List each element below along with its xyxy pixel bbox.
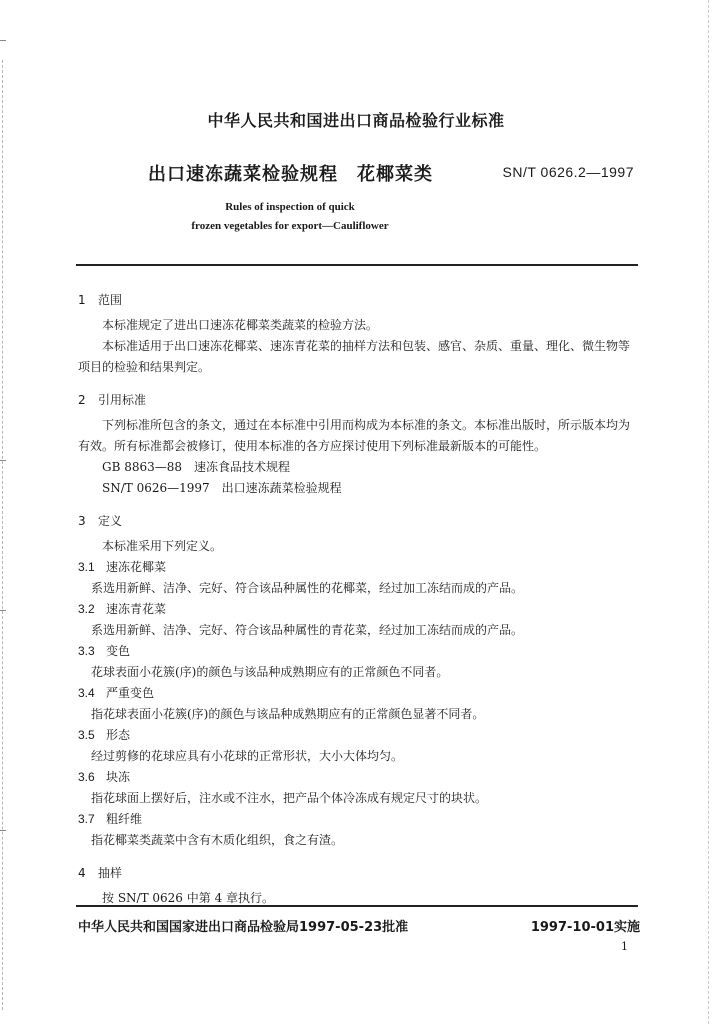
scan-edge-right: [708, 0, 710, 1024]
document-title-en-line1: Rules of inspection of quick: [225, 201, 355, 213]
scan-mark: [0, 830, 6, 831]
scan-mark: [0, 460, 6, 461]
section-2-heading: 2 引用标准: [78, 393, 147, 407]
reference-item: GB 8863—88 速冻食品技术规程: [102, 460, 291, 474]
definition-text: 指花球面上摆好后，注水或不注水，把产品个体冷冻成有规定尺寸的块状。: [91, 791, 488, 805]
section-3-intro: 本标准采用下列定义。: [102, 539, 223, 553]
footer-rule: [76, 905, 638, 907]
reference-item: SN/T 0626—1997 出口速冻蔬菜检验规程: [102, 481, 342, 495]
section-4-paragraph: 按 SN/T 0626 中第 4 章执行。: [102, 891, 275, 905]
definition-heading: 3.6 块冻: [78, 770, 131, 784]
definition-heading: 3.5 形态: [78, 728, 131, 742]
definition-text: 花球表面小花簇(序)的颜色与该品种成熟期应有的正常颜色不同者。: [91, 665, 449, 679]
definition-heading: 3.3 变色: [78, 644, 131, 658]
section-4-heading: 4 抽样: [78, 866, 123, 880]
approval-line: 中华人民共和国国家进出口商品检验局1997-05-23批准: [78, 920, 409, 935]
definition-text: 系选用新鲜、洁净、完好、符合该品种属性的花椰菜，经过加工冻结而成的产品。: [91, 581, 524, 595]
section-1-paragraph: 本标准适用于出口速冻花椰菜、速冻青花菜的抽样方法和包装、感官、杂质、重量、理化、微生物等项目的检验和结果判定。: [78, 339, 631, 374]
document-title-cn: 出口速冻蔬菜检验规程 花椰菜类: [148, 164, 433, 185]
section-1-paragraph: 本标准规定了进出口速冻花椰菜类蔬菜的检验方法。: [102, 318, 379, 332]
definition-text: 指花椰菜类蔬菜中含有木质化组织，食之有渣。: [91, 833, 344, 847]
definition-heading: 3.2 速冻青花菜: [78, 602, 167, 616]
effective-date: 1997-10-01实施: [530, 920, 640, 935]
document-body: [78, 290, 638, 909]
industry-standard-heading: 中华人民共和国进出口商品检验行业标准: [207, 111, 505, 130]
header-rule: [76, 264, 638, 266]
section-1-heading: 1 范围: [78, 293, 123, 307]
section-2-paragraph: 下列标准所包含的条文，通过在本标准中引用而构成为本标准的条文。本标准出版时，所示版本均为有效。所有标准都会被修订，使用本标准的各方应探讨使用下列标准最新版本的可能性。: [78, 418, 631, 453]
standard-number: SN/T 0626.2—1997: [502, 164, 634, 180]
page-number: 1: [621, 940, 628, 953]
definition-text: 系选用新鲜、洁净、完好、符合该品种属性的青花菜，经过加工冻结而成的产品。: [91, 623, 524, 637]
section-3-heading: 3 定义: [78, 514, 123, 528]
scan-mark: [0, 40, 6, 41]
definition-text: 经过剪修的花球应具有小花球的正常形状，大小大体均匀。: [91, 749, 404, 763]
definition-heading: 3.7 粗纤维: [78, 812, 143, 826]
scan-mark: [0, 610, 6, 611]
document-title-en-line2: frozen vegetables for export—Cauliflower: [191, 220, 389, 232]
definition-heading: 3.4 严重变色: [78, 686, 155, 700]
definition-heading: 3.1 速冻花椰菜: [78, 560, 167, 574]
definition-text: 指花球表面小花簇(序)的颜色与该品种成熟期应有的正常颜色显著不同者。: [91, 707, 485, 721]
